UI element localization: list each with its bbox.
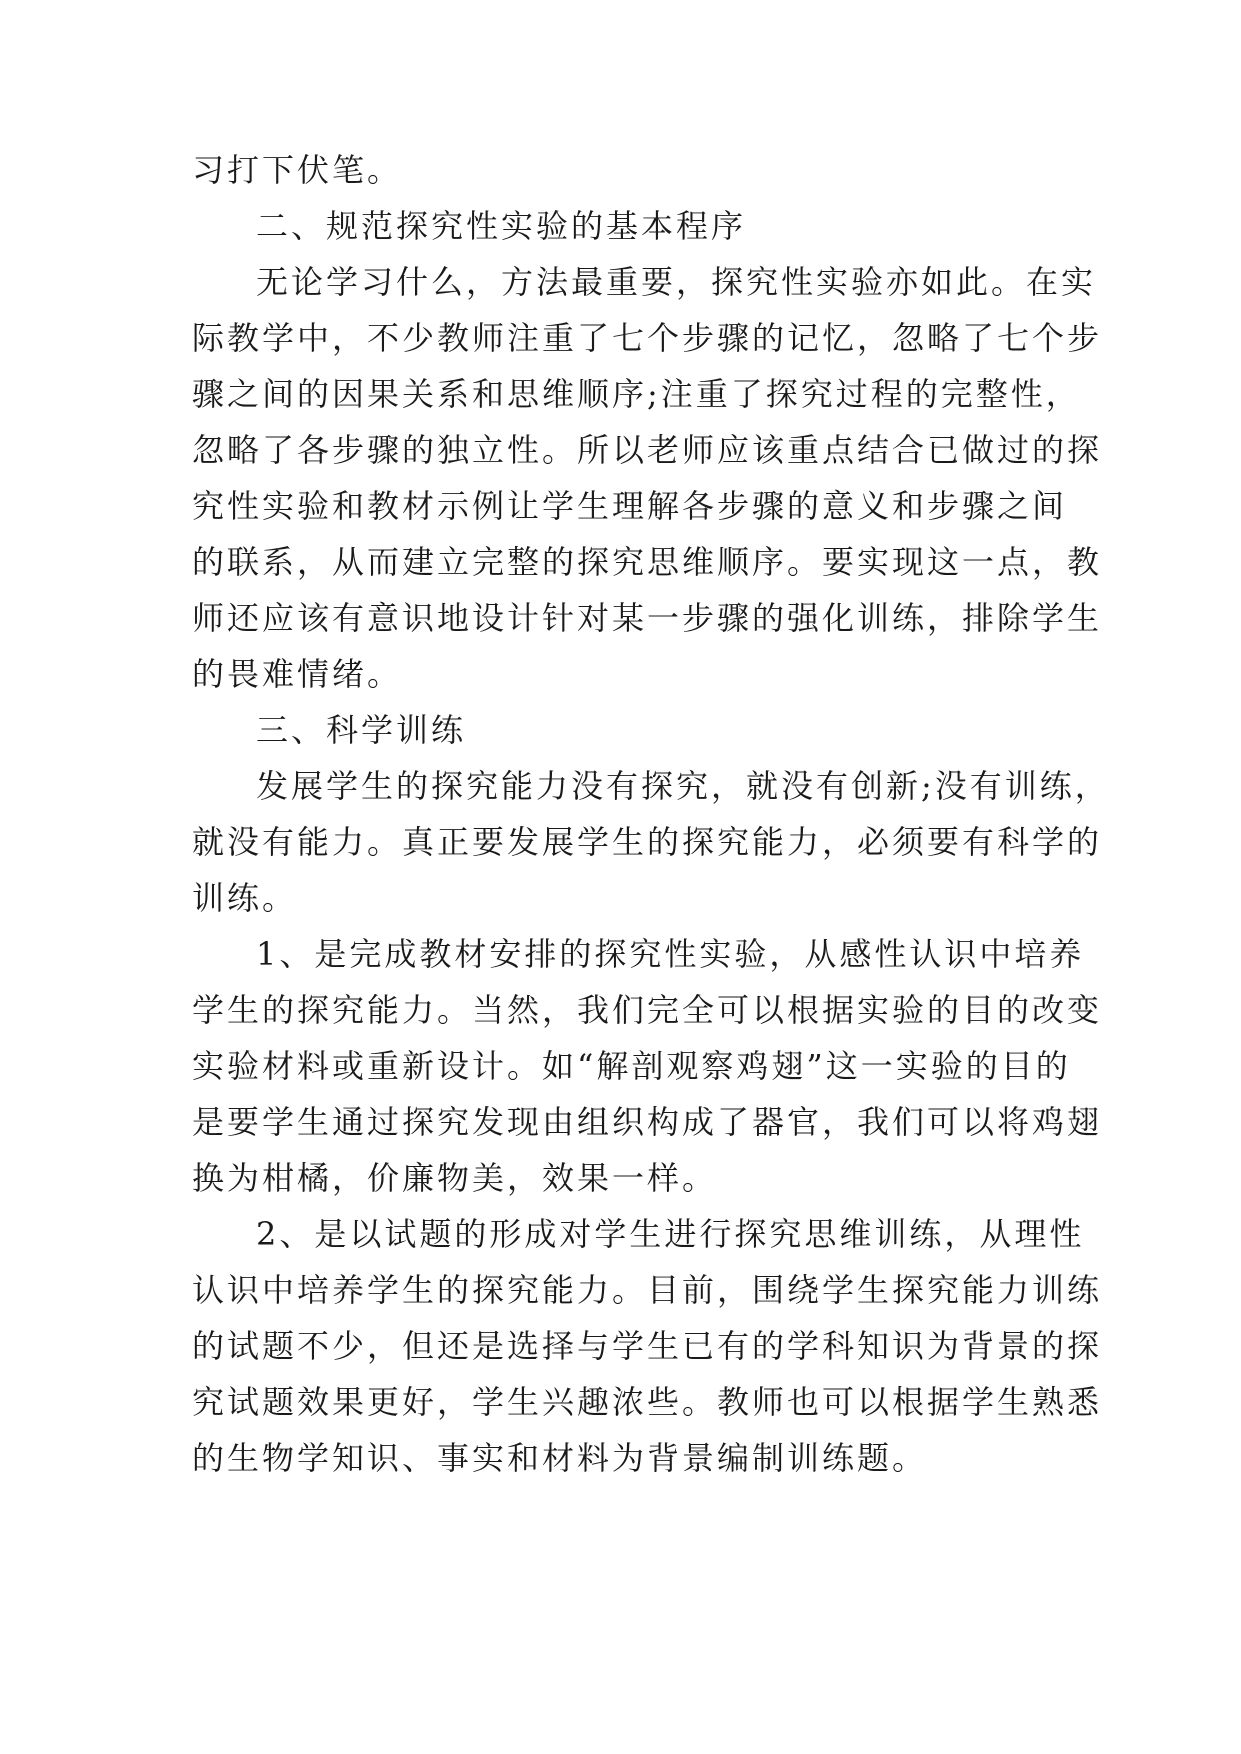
- paragraph-line: 师还应该有意识地设计针对某一步骤的强化训练，排除学生: [192, 599, 1103, 637]
- text-line: 习打下伏笔。: [192, 151, 403, 189]
- section-heading: 二、规范探究性实验的基本程序: [256, 207, 747, 245]
- paragraph-line: 实验材料或重新设计。如“解剖观察鸡翅”这一实验的目的: [192, 1047, 1071, 1085]
- paragraph-line: 1、是完成教材安排的探究性实验，从感性认识中培养: [256, 935, 1085, 973]
- paragraph-line: 认识中培养学生的探究能力。目前，围绕学生探究能力训练: [192, 1271, 1103, 1309]
- paragraph-line: 究性实验和教材示例让学生理解各步骤的意义和步骤之间: [192, 487, 1068, 525]
- section-heading: 三、科学训练: [256, 711, 467, 749]
- paragraph-line: 际教学中，不少教师注重了七个步骤的记忆，忽略了七个步: [192, 319, 1103, 357]
- paragraph-line: 学生的探究能力。当然，我们完全可以根据实验的目的改变: [192, 991, 1103, 1029]
- paragraph-line: 的试题不少，但还是选择与学生已有的学科知识为背景的探: [192, 1327, 1103, 1365]
- paragraph-line: 究试题效果更好，学生兴趣浓些。教师也可以根据学生熟悉: [192, 1383, 1103, 1421]
- paragraph-line: 换为柑橘，价廉物美，效果一样。: [192, 1159, 718, 1197]
- paragraph-line: 就没有能力。真正要发展学生的探究能力，必须要有科学的: [192, 823, 1103, 861]
- paragraph-line: 训练。: [192, 879, 298, 917]
- paragraph-line: 骤之间的因果关系和思维顺序;注重了探究过程的完整性，: [192, 375, 1081, 413]
- paragraph-line: 无论学习什么，方法最重要，探究性实验亦如此。在实: [256, 263, 1097, 301]
- paragraph-line: 的生物学知识、事实和材料为背景编制训练题。: [192, 1439, 928, 1477]
- paragraph-line: 忽略了各步骤的独立性。所以老师应该重点结合已做过的探: [192, 431, 1103, 469]
- paragraph-line: 2、是以试题的形成对学生进行探究思维训练，从理性: [256, 1215, 1085, 1253]
- paragraph-line: 的联系，从而建立完整的探究思维顺序。要实现这一点，教: [192, 543, 1103, 581]
- paragraph-line: 的畏难情绪。: [192, 655, 403, 693]
- paragraph-line: 是要学生通过探究发现由组织构成了器官，我们可以将鸡翅: [192, 1103, 1103, 1141]
- paragraph-line: 发展学生的探究能力没有探究，就没有创新;没有训练，: [256, 767, 1110, 805]
